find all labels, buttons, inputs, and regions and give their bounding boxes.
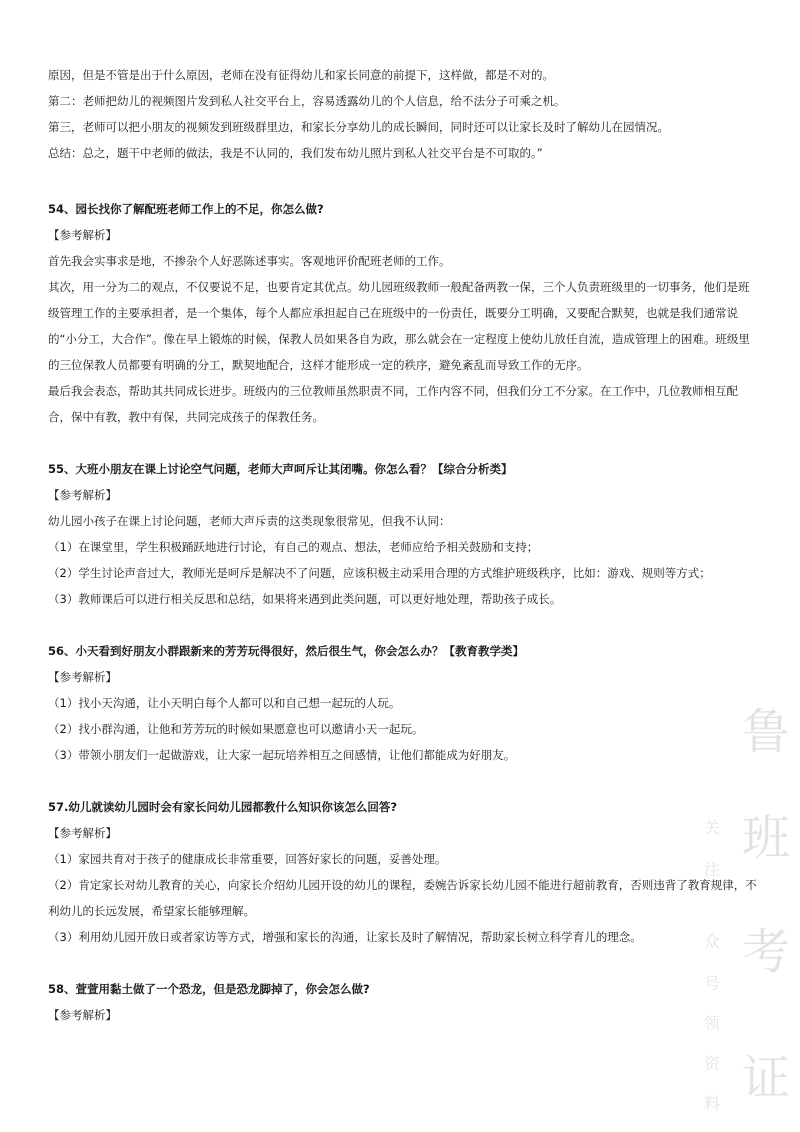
question-56-line-3: （3）带领小朋友们一起做游戏，让大家一起玩培养相互之间感情，让他们都能成为好朋友。 xyxy=(48,748,516,762)
question-55-reference-label: 【参考解析】 xyxy=(48,488,117,502)
question-57-title: 57.幼儿就读幼儿园时会有家长问幼儿园都教什么知识你该怎么回答? xyxy=(48,800,398,814)
question-54-line-3: 最后我会表态，帮助其共同成长进步。班级内的三位教师虽然职责不同，工作内容不同，但我们分工不分家。在工作中，几位教师相互配合，保中有教，教中有保，共同完成孩子的保教任务。 xyxy=(48,384,738,424)
question-58-reference-label: 【参考解析】 xyxy=(48,1008,117,1022)
question-55-line-4: （3）教师课后可以进行相关反思和总结，如果将来遇到此类问题，可以更好地处理，帮助孩子成长。 xyxy=(48,592,562,606)
watermark-char: 班 xyxy=(742,810,791,866)
question-55-line-3: （2）学生讨论声音过大，教师光是呵斥是解决不了问题，应该积极主动采用合理的方式维护班级秩序，比如：游戏、规则等方式； xyxy=(48,566,711,580)
watermark-small-char: 注 xyxy=(704,860,721,879)
question-58-title: 58、萱萱用黏土做了一个恐龙，但是恐龙脚掉了，你会怎么做? xyxy=(48,982,370,996)
question-56-line-1: （1）找小天沟通，让小天明白每个人都可以和自己想一起玩的人玩。 xyxy=(48,696,401,710)
question-54-reference-label: 【参考解析】 xyxy=(48,228,117,242)
watermark-char: 考 xyxy=(742,924,791,980)
document-body xyxy=(48,62,760,1028)
question-55-line-1: 幼儿园小孩子在课上讨论问题，老师大声斥责的这类现象很常见，但我不认同： xyxy=(48,514,451,528)
question-54-title: 54、园长找你了解配班老师工作上的不足，你怎么做? xyxy=(48,202,324,216)
question-57-line-2: （2）肯定家长对幼儿教育的关心，向家长介绍幼儿园开设的幼儿的课程，委婉告诉家长幼儿园不能进行超前教育，否则违背了教育规律，不利幼儿的长远发展，希望家长能够理解。 xyxy=(48,878,757,918)
question-54-line-1: 首先我会实事求是地，不掺杂个人好恶陈述事实。客观地评价配班老师的工作。 xyxy=(48,254,451,268)
question-56-reference-label: 【参考解析】 xyxy=(48,670,117,684)
question-57-line-1: （1）家园共育对于孩子的健康成长非常重要，回答好家长的问题，妥善处理。 xyxy=(48,852,447,866)
question-56-line-2: （2）找小群沟通，让他和芳芳玩的时候如果愿意也可以邀请小天一起玩。 xyxy=(48,722,424,736)
question-57-reference-label: 【参考解析】 xyxy=(48,826,117,840)
question-55-title: 55、大班小朋友在课上讨论空气问题，老师大声呵斥让其闭嘴。你怎么看？【综合分析类】 xyxy=(48,462,513,476)
question-57-line-3: （3）利用幼儿园开放日或者家访等方式，增强和家长的沟通，让家长及时了解情况，帮助家长树立科学育儿的理念。 xyxy=(48,930,642,944)
intro-line-4: 总结：总之，题干中老师的做法，我是不认同的，我们发布幼儿照片到私人社交平台是不可取的。” xyxy=(48,146,543,160)
watermark-char: 鲁 xyxy=(742,704,791,760)
question-54-line-2: 其次，用一分为二的观点，不仅要说不足，也要肯定其优点。幼儿园班级教师一般配备两教一保，三个人负责班级里的一切事务，他们是班级管理工作的主要承担者，是一个集体，每个人都应承担起自己在班级中的一份责任，既要分工明确，又要配合默契，也就是我们通常说的“小分工，大合作”。像在早上锻炼的时候，保教人员如果各自为政，那么就会在一定程度上使幼儿放任自流，造成管理上的困难。班级里的三位保教人员都要有明确的分工，默契地配合，这样才能形成一定的秩序，避免紊乱而导致工作的无序。 xyxy=(48,280,750,372)
watermark-small-char: 料 xyxy=(704,1094,721,1113)
intro-line-1: 原因，但是不管是出于什么原因，老师在没有征得幼儿和家长同意的前提下，这样做，都是不对的。 xyxy=(48,68,554,82)
watermark-small-char: 关 xyxy=(704,818,721,837)
watermark-small-char: 号 xyxy=(704,974,721,993)
question-56-title: 56、小天看到好朋友小群跟新来的芳芳玩得很好，然后很生气，你会怎么办？【教育教学类】 xyxy=(48,644,524,658)
question-55-line-2: （1）在课堂里，学生积极踊跃地进行讨论，有自己的观点、想法，老师应给予相关鼓励和支持； xyxy=(48,540,539,554)
intro-line-3: 第三，老师可以把小朋友的视频发到班级群里边，和家长分享幼儿的成长瞬间，同时还可以让家长及时了解幼儿在园情况。 xyxy=(48,120,669,134)
watermark-char: 证 xyxy=(742,1050,791,1106)
watermark-small-char: 众 xyxy=(704,932,721,951)
intro-line-2: 第二：老师把幼儿的视频图片发到私人社交平台上，容易透露幼儿的个人信息，给不法分子可乘之机。 xyxy=(48,94,566,108)
watermark-small-char: 资 xyxy=(704,1054,721,1073)
watermark-small-char: 领 xyxy=(704,1014,721,1033)
